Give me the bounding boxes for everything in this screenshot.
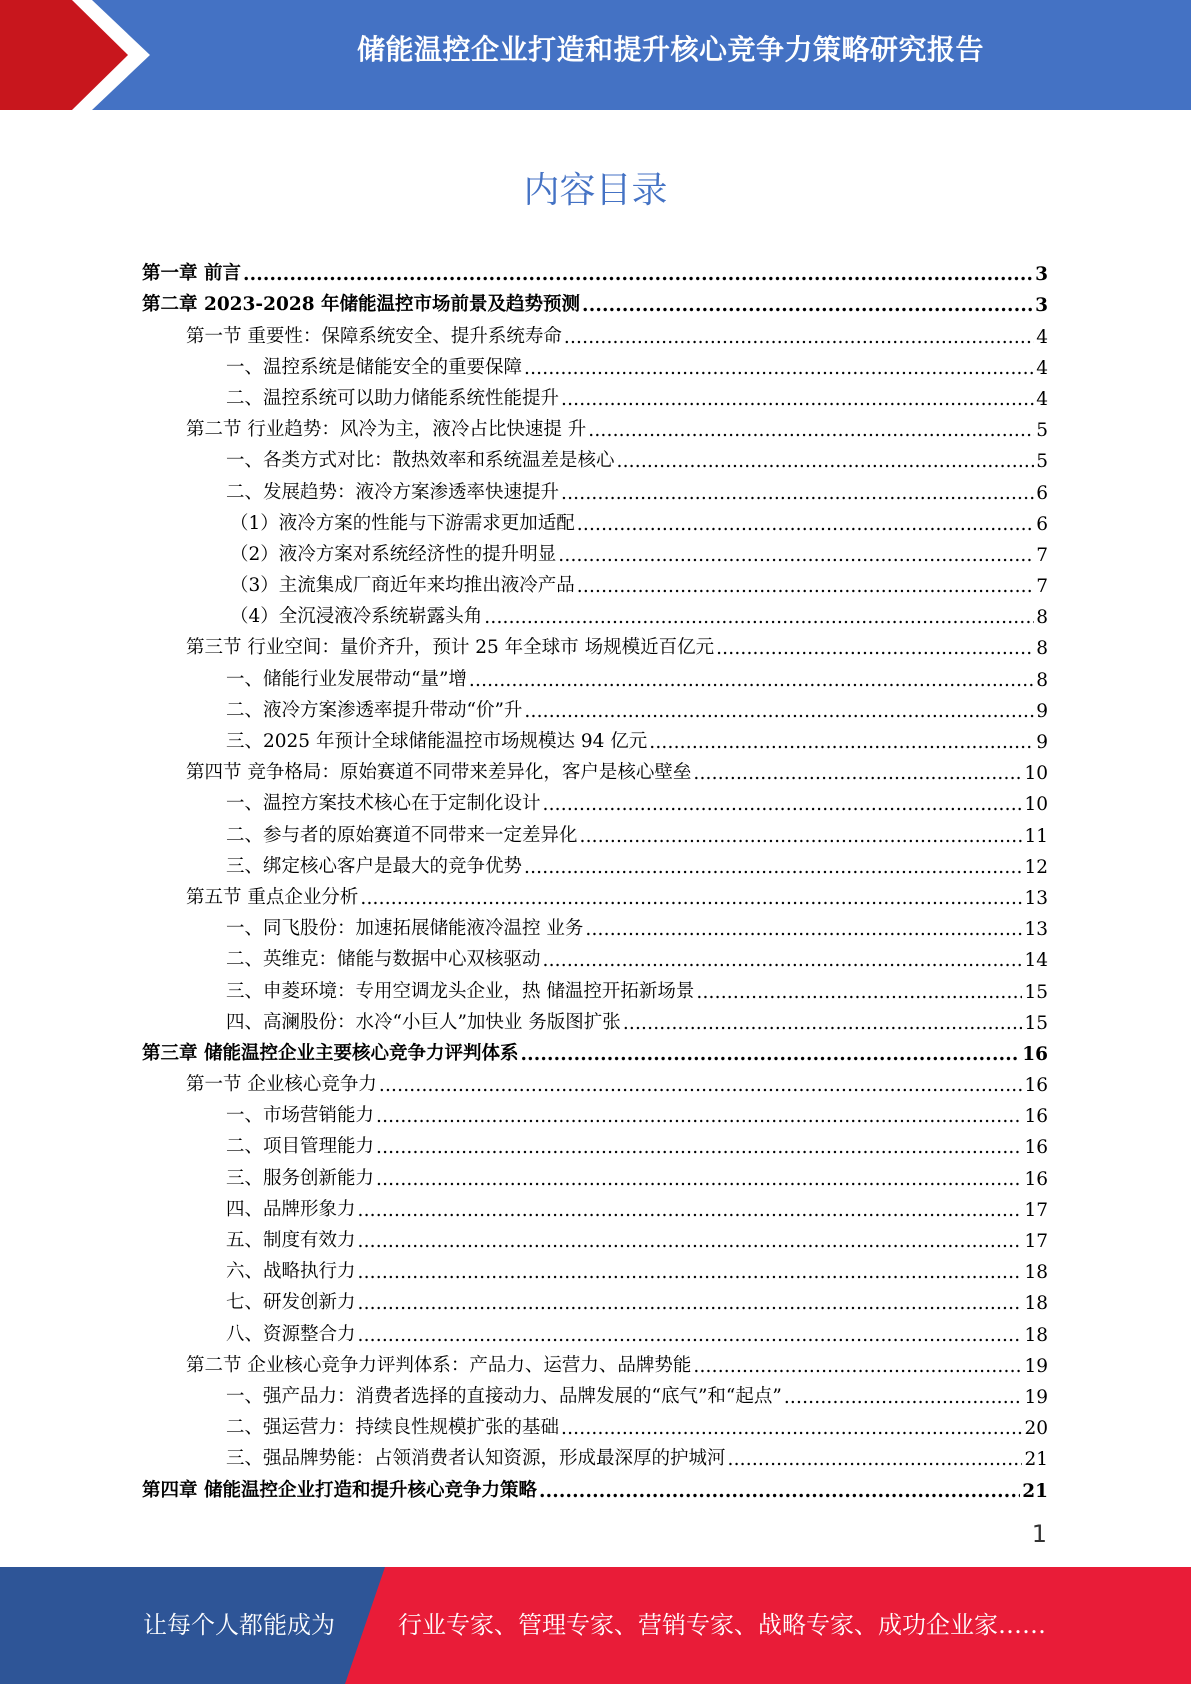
toc-entry[interactable]: [142, 909, 1048, 940]
toc-entry-page: 8: [1036, 669, 1048, 691]
toc-entry[interactable]: [142, 722, 1048, 753]
toc-entry[interactable]: [142, 1346, 1048, 1377]
toc-entry-label: 一、同飞股份：加速拓展储能液冷温控 业务: [226, 918, 584, 940]
toc-entry-page: 7: [1036, 576, 1048, 598]
toc-entry-page: 13: [1024, 919, 1048, 941]
toc-entry-label: 第四章 储能温控企业打造和提升核心竞争力策略: [142, 1479, 537, 1501]
footer-slogan-left: 让每个人都能成为: [143, 1611, 335, 1639]
toc-entry-page: 9: [1036, 732, 1048, 753]
toc-entry[interactable]: [142, 472, 1048, 503]
toc-entry[interactable]: [142, 1470, 1048, 1501]
toc-entry[interactable]: [142, 348, 1048, 379]
footer-band: [0, 1567, 1191, 1684]
toc-entry-page: 4: [1036, 357, 1048, 379]
toc-dot-leader: [561, 1418, 1022, 1439]
toc-dot-leader: [379, 1075, 1023, 1096]
toc-entry[interactable]: [142, 410, 1048, 441]
toc-entry[interactable]: [142, 815, 1048, 846]
toc-entry-page: 21: [1022, 1480, 1048, 1502]
toc-entry-page: 20: [1024, 1418, 1048, 1440]
toc-entry[interactable]: [142, 1283, 1048, 1314]
toc-entry[interactable]: [142, 316, 1048, 347]
toc-entry-label: 第二节 行业趋势：风冷为主，液冷占比快速提 升: [186, 419, 587, 441]
toc-entry[interactable]: [142, 379, 1048, 410]
toc-entry-page: 16: [1024, 1168, 1048, 1190]
toc-entry-label: 二、强运营力：持续良性规模扩张的基础: [226, 1417, 560, 1439]
toc-entry-page: 4: [1036, 388, 1048, 410]
toc-entry[interactable]: [142, 1003, 1048, 1034]
toc-entry[interactable]: [142, 1096, 1048, 1127]
toc-entry-page: 8: [1036, 638, 1048, 660]
toc-dot-leader: [539, 1481, 1020, 1502]
toc-entry[interactable]: [142, 940, 1048, 971]
toc-dot-leader: [376, 1169, 1022, 1190]
toc-entry[interactable]: [142, 971, 1048, 1002]
report-title: 储能温控企业打造和提升核心竞争力策略研究报告: [356, 33, 984, 66]
toc-entry-page: 10: [1024, 794, 1048, 816]
toc-entry-label: 第三节 行业空间：量价齐升，预计 25 年全球市 场规模近百亿元: [186, 637, 715, 659]
toc-entry-label: 一、温控方案技术核心在于定制化设计: [226, 793, 541, 815]
toc-dot-leader: [376, 1106, 1022, 1127]
toc-entry-label: 五、制度有效力: [226, 1230, 356, 1251]
toc-dot-leader: [558, 545, 1034, 566]
toc-entry-page: 17: [1024, 1231, 1048, 1252]
toc-entry-label: 四、品牌形象力: [226, 1198, 356, 1220]
toc-entry-label: 二、参与者的原始赛道不同带来一定差异化: [226, 824, 578, 846]
toc-dot-leader: [784, 1387, 1023, 1408]
toc-entry[interactable]: [142, 1314, 1048, 1345]
toc-entry-label: 二、液冷方案渗透率提升带动“价”升: [226, 699, 523, 721]
toc-entry-label: 一、温控系统是储能安全的重要保障: [226, 356, 523, 378]
toc-entry-page: 16: [1024, 1106, 1048, 1128]
toc-dot-leader: [358, 1262, 1023, 1283]
toc-dot-leader: [360, 888, 1022, 909]
toc-entry-label: 第一节 企业核心竞争力: [186, 1074, 377, 1096]
toc-entry-label: 七、研发创新力: [226, 1292, 356, 1314]
toc-entry[interactable]: [142, 254, 1048, 285]
toc-dot-leader: [243, 264, 1033, 285]
header-band: [0, 0, 1191, 110]
toc-entry-label: 二、发展趋势：液冷方案渗透率快速提升: [226, 481, 560, 503]
toc-entry[interactable]: [142, 847, 1048, 878]
toc-entry-label: 第二节 企业核心竞争力评判体系：产品力、运营力、品牌势能: [186, 1354, 692, 1376]
toc-dot-leader: [580, 826, 1023, 847]
toc-entry-label: 八、资源整合力: [226, 1323, 356, 1345]
toc-entry-page: 15: [1024, 1012, 1048, 1034]
toc-dot-leader: [623, 1013, 1023, 1034]
toc-entry-label: 一、市场营销能力: [226, 1105, 375, 1127]
toc-dot-leader: [358, 1200, 1023, 1221]
toc-entry-label: 三、绑定核心客户是最大的竞争优势: [226, 855, 523, 877]
toc-entry-page: 14: [1024, 950, 1048, 972]
toc-entry-page: 18: [1024, 1324, 1048, 1346]
toc-entry-label: 二、英维克：储能与数据中心双核驱动: [226, 949, 541, 971]
toc-entry-page: 5: [1036, 451, 1048, 473]
toc-entry-label: （4）全沉浸液冷系统崭露头角: [230, 606, 483, 628]
toc-entry-label: 第四节 竞争格局：原始赛道不同带来差异化，客户是核心壁垒: [186, 762, 692, 784]
toc-entry[interactable]: [142, 691, 1048, 722]
toc-entry[interactable]: [142, 441, 1048, 472]
toc-dot-leader: [588, 420, 1034, 441]
toc-entry[interactable]: [142, 1190, 1048, 1221]
toc-entry-page: 4: [1036, 326, 1048, 348]
toc-entry-page: 17: [1024, 1199, 1048, 1221]
toc-entry-page: 18: [1024, 1262, 1048, 1284]
toc-entry-page: 6: [1036, 513, 1048, 535]
toc-entry-page: 3: [1035, 264, 1048, 286]
toc-dot-leader: [582, 295, 1033, 316]
toc-dot-leader: [358, 1231, 1023, 1252]
toc-entry-page: 11: [1024, 825, 1048, 847]
toc-entry-label: 三、申菱环境：专用空调龙头企业，热 储温控开拓新场景: [226, 980, 695, 1002]
toc-entry-label: 第一章 前言: [142, 263, 241, 285]
toc-entry-page: 6: [1036, 482, 1048, 504]
toc-entry-page: 16: [1022, 1043, 1048, 1065]
toc-entry[interactable]: [142, 535, 1048, 566]
toc-entry[interactable]: [142, 628, 1048, 659]
toc-entry-page: 8: [1036, 607, 1048, 629]
toc-dot-leader: [577, 514, 1034, 535]
toc-entry[interactable]: [142, 597, 1048, 628]
toc-entry-page: 3: [1035, 295, 1048, 317]
toc-entry-label: （1）液冷方案的性能与下游需求更加适配: [230, 512, 575, 534]
toc-dot-leader: [561, 389, 1034, 410]
toc-entry[interactable]: [142, 1221, 1048, 1252]
toc-entry[interactable]: [142, 1158, 1048, 1189]
toc-entry[interactable]: [142, 1377, 1048, 1408]
toc-entry-label: （2）液冷方案对系统经济性的提升明显: [230, 543, 557, 565]
toc-entry[interactable]: [142, 659, 1048, 690]
toc-entry[interactable]: [142, 784, 1048, 815]
toc-dot-leader: [543, 794, 1023, 815]
toc-entry[interactable]: [142, 753, 1048, 784]
toc-entry-label: 四、高澜股份：水冷“小巨人”加快业 务版图扩张: [226, 1011, 621, 1033]
toc-entry[interactable]: [142, 566, 1048, 597]
toc-entry[interactable]: [142, 878, 1048, 909]
toc-dot-leader: [543, 950, 1023, 971]
toc-dot-leader: [358, 1325, 1023, 1346]
toc-dot-leader: [617, 451, 1035, 472]
toc-entry-label: 二、项目管理能力: [226, 1136, 375, 1158]
toc-entry-page: 16: [1024, 1137, 1048, 1159]
toc-dot-leader: [524, 701, 1034, 722]
toc-entry-label: 第五节 重点企业分析: [186, 886, 359, 908]
toc-dot-leader: [696, 982, 1022, 1003]
table-of-contents: [142, 254, 1048, 1502]
toc-dot-leader: [577, 576, 1034, 597]
page-number: 1: [1031, 1520, 1047, 1548]
toc-entry-label: 三、2025 年预计全球储能温控市场规模达 94 亿元: [226, 731, 648, 752]
toc-dot-leader: [561, 483, 1034, 504]
toc-entry-label: 第一节 重要性：保障系统安全、提升系统寿命: [186, 325, 562, 347]
toc-entry-page: 18: [1024, 1293, 1048, 1315]
toc-entry-label: 三、强品牌势能：占领消费者认知资源，形成最深厚的护城河: [226, 1448, 726, 1470]
toc-entry[interactable]: [142, 1408, 1048, 1439]
toc-dot-leader: [524, 358, 1034, 379]
toc-dot-leader: [693, 1356, 1022, 1377]
toc-dot-leader: [358, 1293, 1023, 1314]
toc-entry-page: 16: [1024, 1075, 1048, 1097]
toc-entry-page: 10: [1024, 763, 1048, 785]
toc-dot-leader: [469, 670, 1034, 691]
toc-dot-leader: [524, 857, 1022, 878]
toc-entry-page: 15: [1024, 981, 1048, 1003]
toc-entry-label: 第三章 储能温控企业主要核心竞争力评判体系: [142, 1042, 519, 1064]
toc-entry-page: 5: [1036, 420, 1048, 442]
footer-slogan-right: 行业专家、管理专家、营销专家、战略专家、成功企业家……: [398, 1611, 1046, 1639]
toc-entry-label: 二、温控系统可以助力储能系统性能提升: [226, 387, 560, 409]
toc-entry-page: 12: [1024, 856, 1048, 878]
toc-entry[interactable]: [142, 1034, 1048, 1065]
toc-entry-page: 7: [1036, 544, 1048, 566]
toc-dot-leader: [585, 919, 1022, 940]
toc-entry-label: 三、服务创新能力: [226, 1167, 375, 1189]
toc-entry-page: 13: [1024, 887, 1048, 909]
toc-entry[interactable]: [142, 1252, 1048, 1283]
toc-entry-label: （3）主流集成厂商近年来均推出液冷产品: [230, 575, 575, 597]
toc-entry[interactable]: [142, 504, 1048, 535]
toc-dot-leader: [484, 607, 1034, 628]
toc-entry-page: 9: [1036, 700, 1048, 722]
toc-entry[interactable]: [142, 1065, 1048, 1096]
toc-entry-label: 一、强产品力：消费者选择的直接动力、品牌发展的“底气”和“起点”: [226, 1385, 782, 1407]
toc-entry-label: 一、各类方式对比：散热效率和系统温差是核心: [226, 450, 615, 472]
toc-dot-leader: [728, 1449, 1023, 1470]
toc-dot-leader: [564, 327, 1034, 348]
toc-dot-leader: [520, 1044, 1020, 1065]
toc-dot-leader: [716, 638, 1034, 659]
toc-entry-label: 第二章 2023-2028 年储能温控市场前景及趋势预测: [142, 294, 581, 316]
toc-heading: 内容目录: [523, 170, 668, 211]
toc-entry-page: 21: [1024, 1449, 1048, 1471]
toc-entry[interactable]: [142, 285, 1048, 316]
toc-entry[interactable]: [142, 1127, 1048, 1158]
toc-entry-label: 一、储能行业发展带动“量”增: [226, 668, 467, 690]
toc-entry[interactable]: [142, 1439, 1048, 1470]
toc-dot-leader: [693, 763, 1022, 784]
toc-entry-label: 六、战略执行力: [226, 1261, 356, 1283]
toc-entry-page: 19: [1024, 1355, 1048, 1377]
toc-dot-leader: [376, 1137, 1022, 1158]
toc-dot-leader: [649, 732, 1034, 753]
toc-entry-page: 19: [1024, 1386, 1048, 1408]
